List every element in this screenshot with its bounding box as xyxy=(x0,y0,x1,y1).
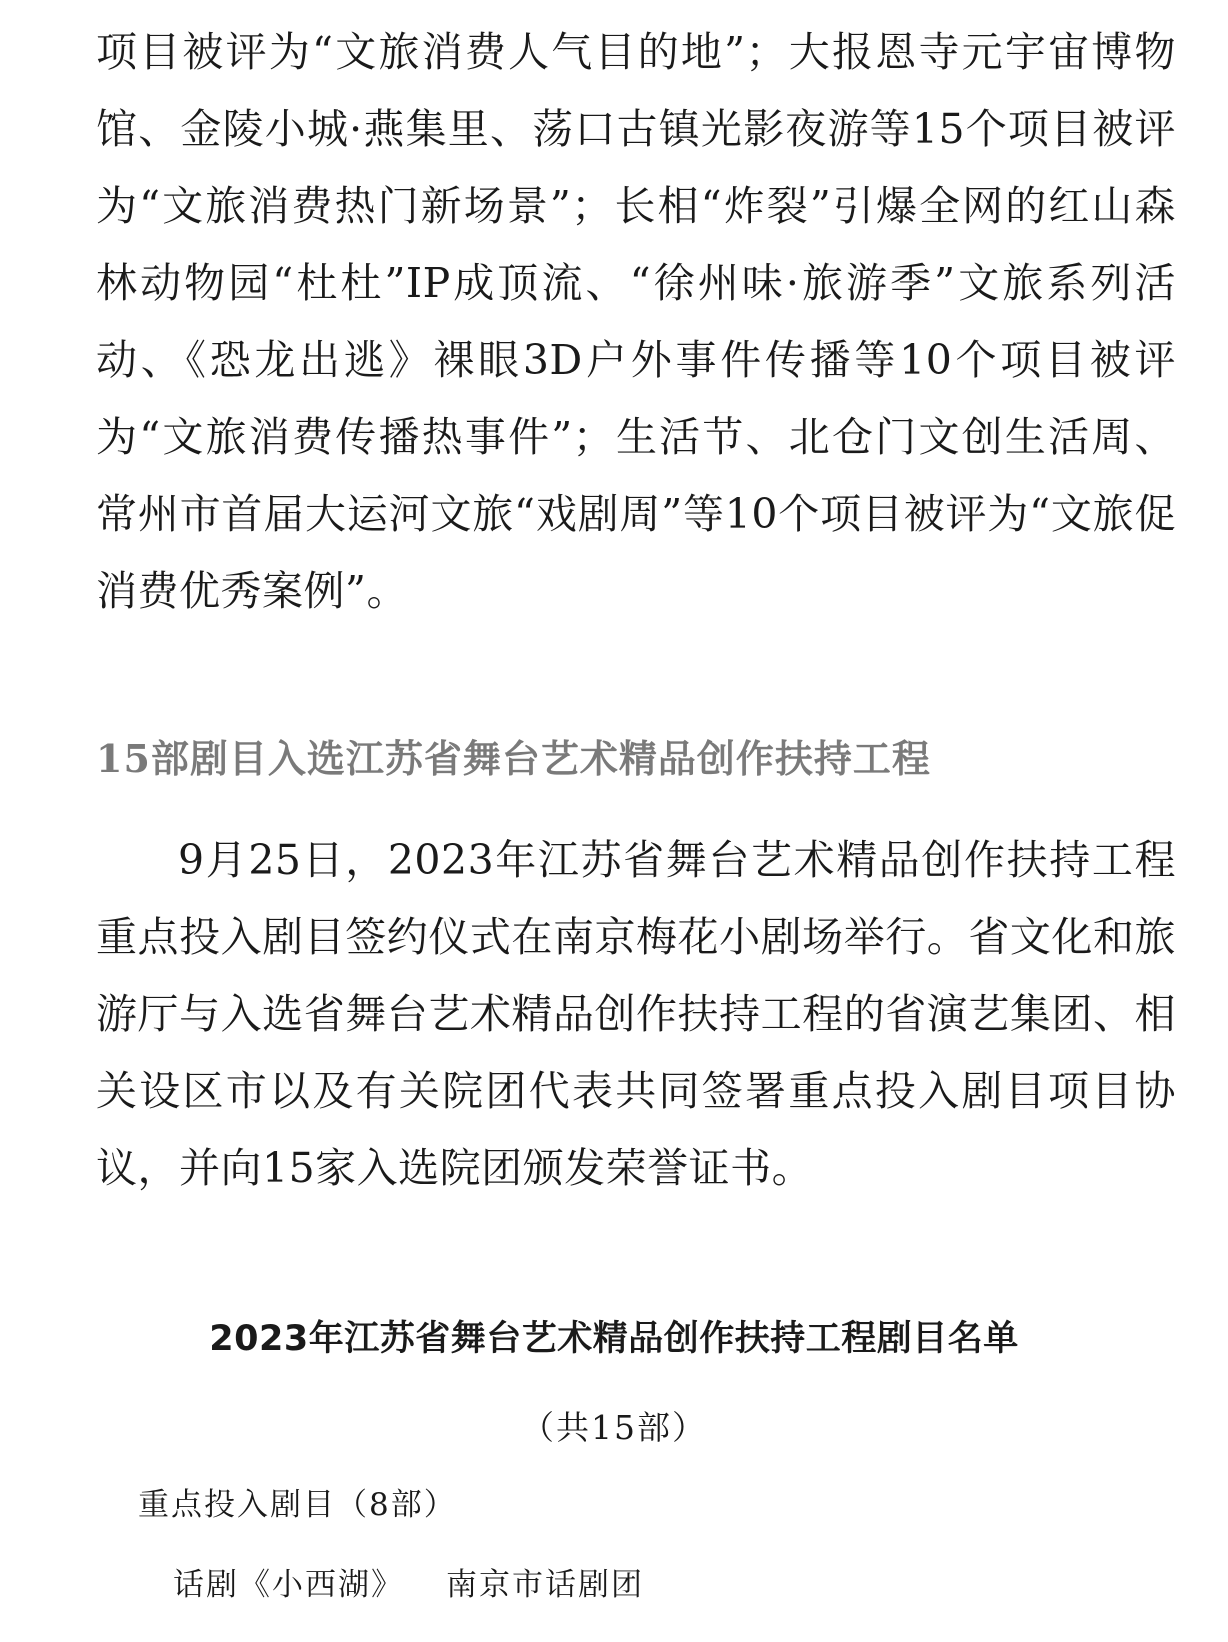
list-item-organization: 南京市话剧团 xyxy=(446,1567,644,1603)
list-item xyxy=(173,1565,644,1605)
body-paragraph-awards: 项目被评为“文旅消费人气目的地”；大报恩寺元宇宙博物馆、金陵小城·燕集里、荡口古镇光影夜游等15个项目被评为“文旅消费热门新场景”；长相“炸裂”引爆全网的红山森林动物园“杜杜”IP成顶流、“徐州味·旅游季”文旅系列活动、《恐龙出逃》裸眼3D户外事件传播等10个项目被评为“文旅消费传播热事件”；生活节、北仓门文创生活周、常州市首届大运河文旅“戏剧周”等10个项目被评为“文旅促消费优秀案例”。 xyxy=(96,28,1176,615)
section-heading: 15部剧目入选江苏省舞台艺术精品创作扶持工程 xyxy=(96,736,931,781)
list-count: （共15部） xyxy=(521,1408,707,1447)
body-paragraph-signing-ceremony: 9月25日，2023年江苏省舞台艺术精品创作扶持工程重点投入剧目签约仪式在南京梅花小剧场举行。省文化和旅游厅与入选省舞台艺术精品创作扶持工程的省演艺集团、相关设区市以及有关院团代表共同签署重点投入剧目项目协议，并向15家入选院团颁发荣誉证书。 xyxy=(96,836,1176,1192)
list-title: 2023年江苏省舞台艺术精品创作扶持工程剧目名单 xyxy=(209,1319,1019,1359)
list-item-work: 话剧《小西湖》 xyxy=(173,1567,404,1603)
list-category-heading: 重点投入剧目（8部） xyxy=(138,1487,457,1523)
